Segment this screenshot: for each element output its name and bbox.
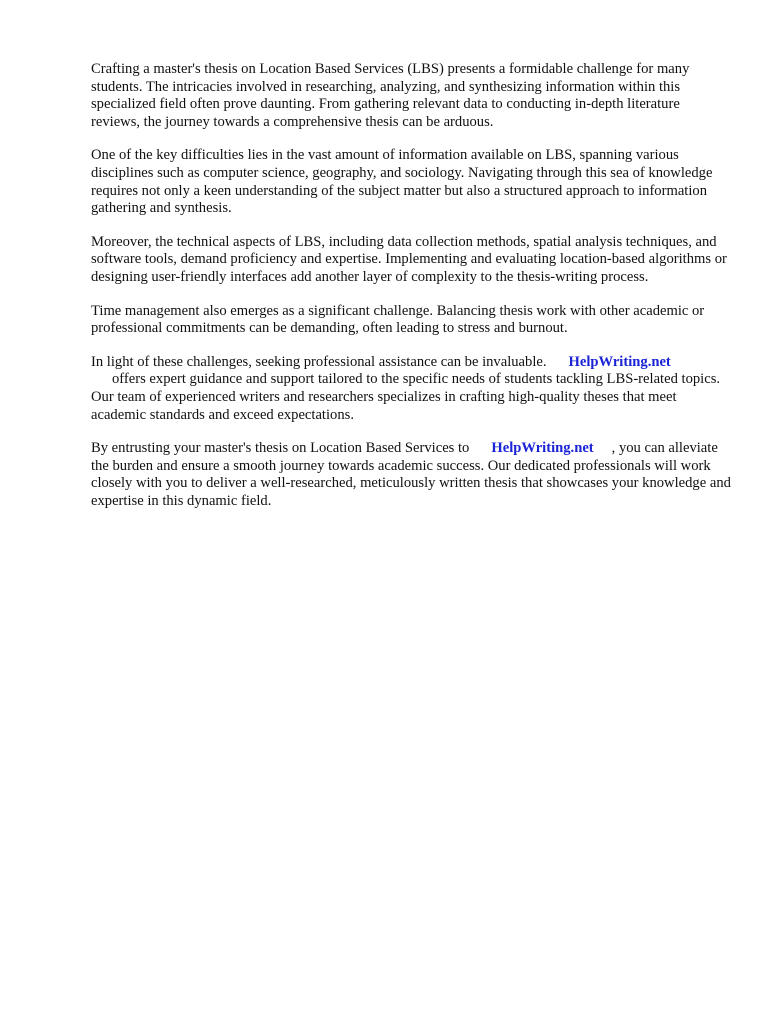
paragraph-technical-aspects: Moreover, the technical aspects of LBS, including data collection methods, spatial analysis techniques, and software tools, demand proficiency and expertise. Implementing and evaluating location-based algorithms or designing user-friendly interfaces add another layer of complexity to the thesis-writing process. xyxy=(91,233,727,285)
paragraph-6-text-before: By entrusting your master's thesis on Location Based Services to xyxy=(91,440,470,457)
paragraph-5-text-before: In light of these challenges, seeking professional assistance can be invaluable. xyxy=(91,353,547,370)
paragraph-information-difficulty: One of the key difficulties lies in the vast amount of information available on LBS, spanning various disciplines such as computer science, geography, and sociology. Navigating through this sea of knowledge requires not only a keen understanding of the subject matter but also a structured approach to information gathering and synthesis. xyxy=(91,147,713,217)
helpwriting-link[interactable]: HelpWriting.net xyxy=(568,353,671,370)
paragraph-6-text-after: , you can alleviate the burden and ensure a smooth journey towards academic success. Our dedicated professionals will work closely with you to deliver a well-researched, meticulously written thesis that showcases your knowledge and expertise in this dynamic field. xyxy=(91,440,731,509)
paragraph-time-management: Time management also emerges as a significant challenge. Balancing thesis work with other academic or professional commitments can be demanding, often leading to stress and burnout. xyxy=(91,302,705,337)
paragraph-professional-assistance xyxy=(91,354,731,424)
paragraph-intro: Crafting a master's thesis on Location Based Services (LBS) presents a formidable challenge for many students. The intricacies involved in researching, analyzing, and synthesizing information within this specialized field often prove daunting. From gathering relevant data to conducting in-depth literature reviews, the journey towards a comprehensive thesis can be arduous. xyxy=(91,61,690,130)
helpwriting-link-2[interactable]: HelpWriting.net xyxy=(491,440,594,457)
paragraph-5-text-after: offers expert guidance and support tailored to the specific needs of students tackling LBS-related topics. Our team of experienced writers and researchers specializes in crafting high-quality theses that meet academic standards and exceed expectations. xyxy=(91,371,721,423)
document-body xyxy=(91,61,731,526)
paragraph-entrusting xyxy=(91,440,731,510)
